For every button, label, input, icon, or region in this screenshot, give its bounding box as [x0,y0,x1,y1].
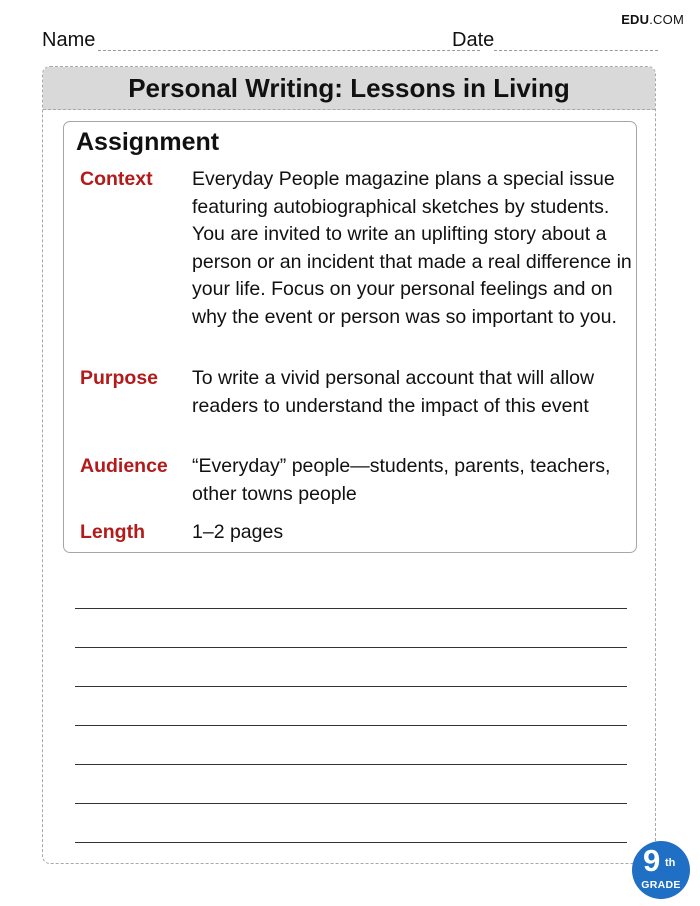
definition-length: 1–2 pages [192,521,284,543]
writing-line[interactable] [75,764,627,765]
grade-badge [632,841,690,899]
assignment-box [63,121,637,553]
term-context: Context [80,168,153,190]
writing-line[interactable] [75,608,627,609]
grade-suffix: th [665,857,676,869]
writing-line[interactable] [75,803,627,804]
term-purpose: Purpose [80,367,159,389]
assignment-heading: Assignment [76,128,220,156]
definition-audience: “Everyday” people—students, parents, teachers, other towns people [192,455,611,505]
definition-purpose: To write a vivid personal account that will allow readers to understand the impact of this event [192,367,595,417]
grade-number: 9 [643,843,661,878]
term-audience: Audience [80,455,168,477]
name-date-row [42,30,658,52]
worksheet-frame [42,66,656,864]
name-line[interactable] [98,50,480,51]
date-label: Date [452,29,495,51]
date-line[interactable] [494,50,658,51]
writing-line[interactable] [75,725,627,726]
name-label: Name [42,29,96,51]
worksheet-title: Personal Writing: Lessons in Living [43,67,655,110]
writing-line[interactable] [75,647,627,648]
grade-label: GRADE [641,879,681,891]
definition-context: Everyday People magazine plans a special issue featuring autobiographical sketches by students. You are invited to write an uplifting story about a person or an incident that made a real difference in your life. Focus on your personal feelings and on why the event or person was so important to you. [192,168,632,328]
term-length: Length [80,521,145,543]
writing-line[interactable] [75,686,627,687]
brand-logo: EDU.COM [621,12,684,27]
writing-line[interactable] [75,842,627,843]
